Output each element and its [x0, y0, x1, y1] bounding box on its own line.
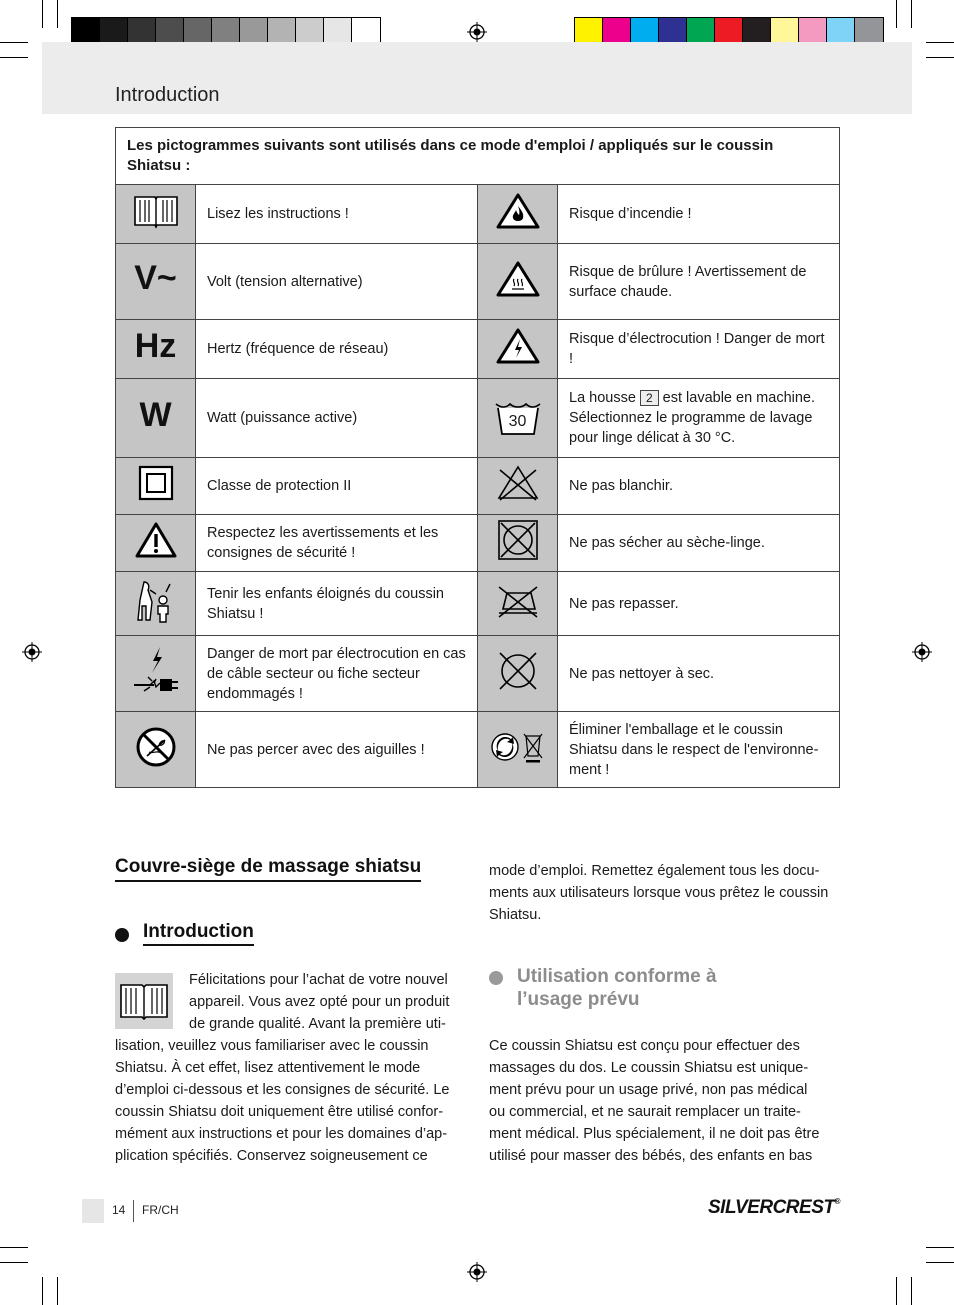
- table-row: [116, 515, 840, 572]
- table-header-row: [116, 128, 840, 185]
- crop-mark: [42, 0, 43, 28]
- pictogram-description: Respectez les avertissements et les consignes de sécurité !: [196, 515, 478, 572]
- section-title: Couvre-siège de massage shiatsu: [115, 856, 421, 882]
- no-iron-icon: [495, 583, 541, 619]
- watt-icon: W: [139, 395, 172, 434]
- table-row: [116, 572, 840, 636]
- no-bleach-icon: [496, 464, 540, 502]
- intro-line: Félicitations pour l’achat de votre nouvel: [189, 972, 448, 988]
- page-number: 14: [112, 1203, 126, 1217]
- crop-mark: [926, 1247, 954, 1248]
- damaged-cable-icon: [130, 645, 182, 697]
- bullet-icon: [115, 928, 129, 942]
- pictogram-description: Ne pas nettoyer à sec.: [558, 636, 840, 712]
- color-swatch: [128, 18, 156, 45]
- pictogram-description: Classe de protection II: [196, 458, 478, 515]
- color-swatch: [687, 18, 715, 45]
- pictogram-description: Ne pas blanchir.: [558, 458, 840, 515]
- table-row: [116, 244, 840, 320]
- no-needles-icon: [135, 726, 177, 768]
- pictogram-description: Watt (puissance active): [196, 379, 478, 458]
- book-icon: [131, 192, 181, 230]
- color-swatch: [855, 18, 883, 45]
- registration-mark-icon: [22, 642, 42, 662]
- wash-30-icon: [493, 398, 543, 438]
- crop-mark: [896, 1277, 897, 1305]
- book-icon-box: [115, 973, 173, 1029]
- table-row: [116, 320, 840, 379]
- color-swatch: [799, 18, 827, 45]
- warning-icon: [135, 522, 177, 558]
- crop-mark: [57, 1277, 58, 1305]
- volt-ac-icon: V~: [134, 259, 177, 297]
- crop-mark: [926, 57, 954, 58]
- crop-mark: [57, 0, 58, 28]
- usage-line: utilisé pour masser des bébés, des enfants en bas: [489, 1148, 813, 1164]
- table-heading: Les pictogrammes suivants sont utilisés dans ce mode d'emploi / appliqués sur le coussin Shiatsu :: [116, 128, 840, 185]
- pictogram-description: Tenir les enfants éloignés du coussin Shiatsu !: [196, 572, 478, 636]
- color-swatch: [715, 18, 743, 45]
- pictogram-description: Risque d’incendie !: [558, 185, 840, 244]
- pictogram-description: Hertz (fréquence de réseau): [196, 320, 478, 379]
- pictogram-description: La housse 2 est lavable en machine. Sélectionnez le programme de lavage pour linge délicat à 30 °C.: [558, 379, 840, 458]
- footer-marker: [82, 1199, 104, 1223]
- intro-line: appareil. Vous avez opté pour un produit: [189, 994, 450, 1010]
- pictogram-table: [115, 127, 840, 788]
- color-swatch: [575, 18, 603, 45]
- no-dry-clean-icon: [496, 649, 540, 693]
- wash-temperature: 30: [508, 413, 527, 430]
- col2-line: Shiatsu.: [489, 907, 542, 923]
- intro-line: plication spécifiés. Conservez soigneusement ce: [115, 1148, 428, 1164]
- crop-mark: [42, 1277, 43, 1305]
- color-swatch: [184, 18, 212, 45]
- crop-mark: [0, 42, 28, 43]
- col2-line: ments aux utilisateurs lorsque vous prêtez le coussin: [489, 885, 829, 901]
- intro-line: d’emploi ci-dessous et les consignes de sécurité. Le: [115, 1082, 450, 1098]
- language-code: FR/CH: [142, 1203, 179, 1217]
- crop-mark: [0, 1262, 28, 1263]
- color-swatch: [659, 18, 687, 45]
- table-row: [116, 185, 840, 244]
- usage-line: ment prévu pour un usage privé, non pas médical: [489, 1082, 808, 1098]
- color-swatch: [100, 18, 128, 45]
- color-swatch: [352, 18, 380, 45]
- registration-mark-icon: [912, 642, 932, 662]
- col2-line: mode d’emploi. Remettez également tous les docu-: [489, 863, 820, 879]
- hot-surface-warning-icon: [496, 261, 540, 297]
- table-row: [116, 379, 840, 458]
- color-swatch: [324, 18, 352, 45]
- pictogram-description: Éliminer l'emballage et le coussin Shiatsu dans le respect de l'environne-ment !: [558, 712, 840, 788]
- registration-mark-icon: [467, 1262, 487, 1282]
- color-swatch: [156, 18, 184, 45]
- crop-mark: [926, 1262, 954, 1263]
- usage-line: massages du dos. Le coussin Shiatsu est unique-: [489, 1060, 809, 1076]
- pictogram-description: Ne pas percer avec des aiguilles !: [196, 712, 478, 788]
- intro-line: de grande qualité. Avant la première uti-: [189, 1016, 446, 1032]
- bullet-icon: [489, 971, 503, 985]
- table-row: [116, 458, 840, 515]
- color-swatch: [827, 18, 855, 45]
- color-swatch: [212, 18, 240, 45]
- crop-mark: [926, 42, 954, 43]
- crop-mark: [911, 1277, 912, 1305]
- color-swatch: [72, 18, 100, 45]
- intro-line: coussin Shiatsu doit uniquement être utilisé confor-: [115, 1104, 444, 1120]
- usage-heading-line1: Utilisation conforme à: [517, 966, 717, 987]
- protection-class-ii-icon: [138, 465, 174, 501]
- pictogram-description: Danger de mort par électrocution en cas de câble secteur ou fiche secteur endommagés !: [196, 636, 478, 712]
- pictogram-description: Ne pas repasser.: [558, 572, 840, 636]
- pictogram-description: Risque de brûlure ! Avertissement de surface chaude.: [558, 244, 840, 320]
- color-swatch: [240, 18, 268, 45]
- page-header: [42, 42, 912, 114]
- registration-mark-icon: [467, 22, 487, 42]
- book-icon: [115, 973, 173, 1029]
- color-swatch: [603, 18, 631, 45]
- intro-line: mément aux instructions et pour les domaines d’ap-: [115, 1126, 448, 1142]
- recycling-icon: [490, 730, 546, 764]
- usage-line: ou commercial, et ne saurait remplacer un traite-: [489, 1104, 801, 1120]
- pictogram-description: Risque d’électrocution ! Danger de mort !: [558, 320, 840, 379]
- usage-line: Ce coussin Shiatsu est conçu pour effectuer des: [489, 1038, 800, 1054]
- intro-line: lisation, veuillez vous familiariser avec le coussin: [115, 1038, 429, 1054]
- hertz-icon: Hz: [134, 326, 177, 365]
- brand-logo: SILVERCREST®: [708, 1197, 840, 1218]
- color-swatch: [631, 18, 659, 45]
- fire-warning-icon: [496, 193, 540, 229]
- pictogram-description: Volt (tension alternative): [196, 244, 478, 320]
- footer-divider: [133, 1200, 134, 1222]
- pictogram-description: Lisez les instructions !: [196, 185, 478, 244]
- no-tumble-dry-icon: [496, 518, 540, 562]
- crop-mark: [911, 0, 912, 28]
- crop-mark: [0, 57, 28, 58]
- table-row: [116, 636, 840, 712]
- introduction-heading: Introduction: [143, 921, 254, 946]
- crop-mark: [0, 1247, 28, 1248]
- electric-warning-icon: [496, 328, 540, 364]
- keep-children-away-icon: [136, 578, 176, 624]
- pictogram-description: Ne pas sécher au sèche-linge.: [558, 515, 840, 572]
- crop-mark: [896, 0, 897, 28]
- color-swatch: [296, 18, 324, 45]
- color-swatch: [771, 18, 799, 45]
- color-swatch: [743, 18, 771, 45]
- item-number-badge: 2: [640, 390, 659, 406]
- usage-line: ment médical. Plus spécialement, il ne doit pas être: [489, 1126, 820, 1142]
- table-row: [116, 712, 840, 788]
- color-swatch: [268, 18, 296, 45]
- intro-line: Shiatsu. À cet effet, lisez attentivement le mode: [115, 1060, 421, 1076]
- page-title: Introduction: [115, 84, 220, 106]
- usage-heading-line2: l’usage prévu: [517, 989, 640, 1010]
